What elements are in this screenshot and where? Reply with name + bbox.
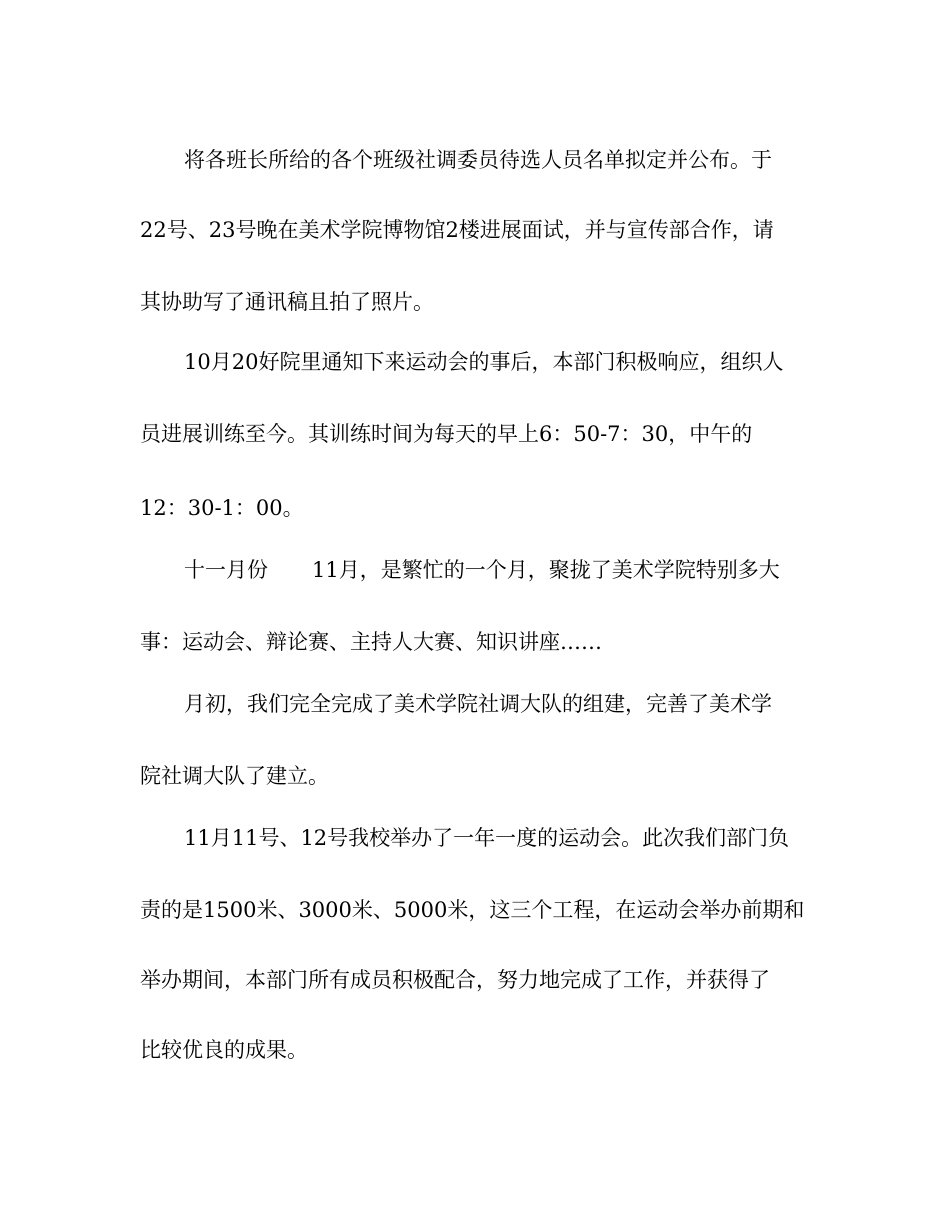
paragraph-2-line-3: 12：30-1：00。 <box>140 496 304 520</box>
paragraph-5-line-2: 责的是1500米、3000米、5000米，这三个工程，在运动会举办前期和 <box>140 898 805 922</box>
paragraph-1-line-3: 其协助写了通讯稿且拍了照片。 <box>140 290 434 314</box>
paragraph-5-line-1: 11月11号、12号我校举办了一年一度的运动会。此次我们部门负 <box>184 826 790 850</box>
paragraph-1-line-1: 将各班长所给的各个班级社调委员待选人员名单拟定并公布。于 <box>184 148 772 172</box>
paragraph-2-line-1: 10月20好院里通知下来运动会的事后，本部门积极响应，组织人 <box>184 350 784 374</box>
paragraph-4-line-1: 月初，我们完全完成了美术学院社调大队的组建，完善了美术学 <box>184 692 772 716</box>
paragraph-5-line-4: 比较优良的成果。 <box>140 1038 308 1062</box>
paragraph-2-line-2: 员进展训练至今。其训练时间为每天的早上6：50-7：30，中午的 <box>140 422 753 446</box>
paragraph-3-line-1: 11月，是繁忙的一个月，聚拢了美术学院特别多大 <box>312 558 780 582</box>
paragraph-5-line-3: 举办期间，本部门所有成员积极配合，努力地完成了工作，并获得了 <box>140 968 770 992</box>
section-heading-line <box>184 556 874 584</box>
paragraph-4-line-2: 院社调大队了建立。 <box>140 764 329 788</box>
section-heading: 十一月份 <box>184 558 268 582</box>
paragraph-1-line-2: 22号、23号晚在美术学院博物馆2楼进展面试，并与宣传部合作，请 <box>140 218 774 242</box>
paragraph-3-line-2: 事：运动会、辩论赛、主持人大赛、知识讲座…… <box>140 630 602 654</box>
